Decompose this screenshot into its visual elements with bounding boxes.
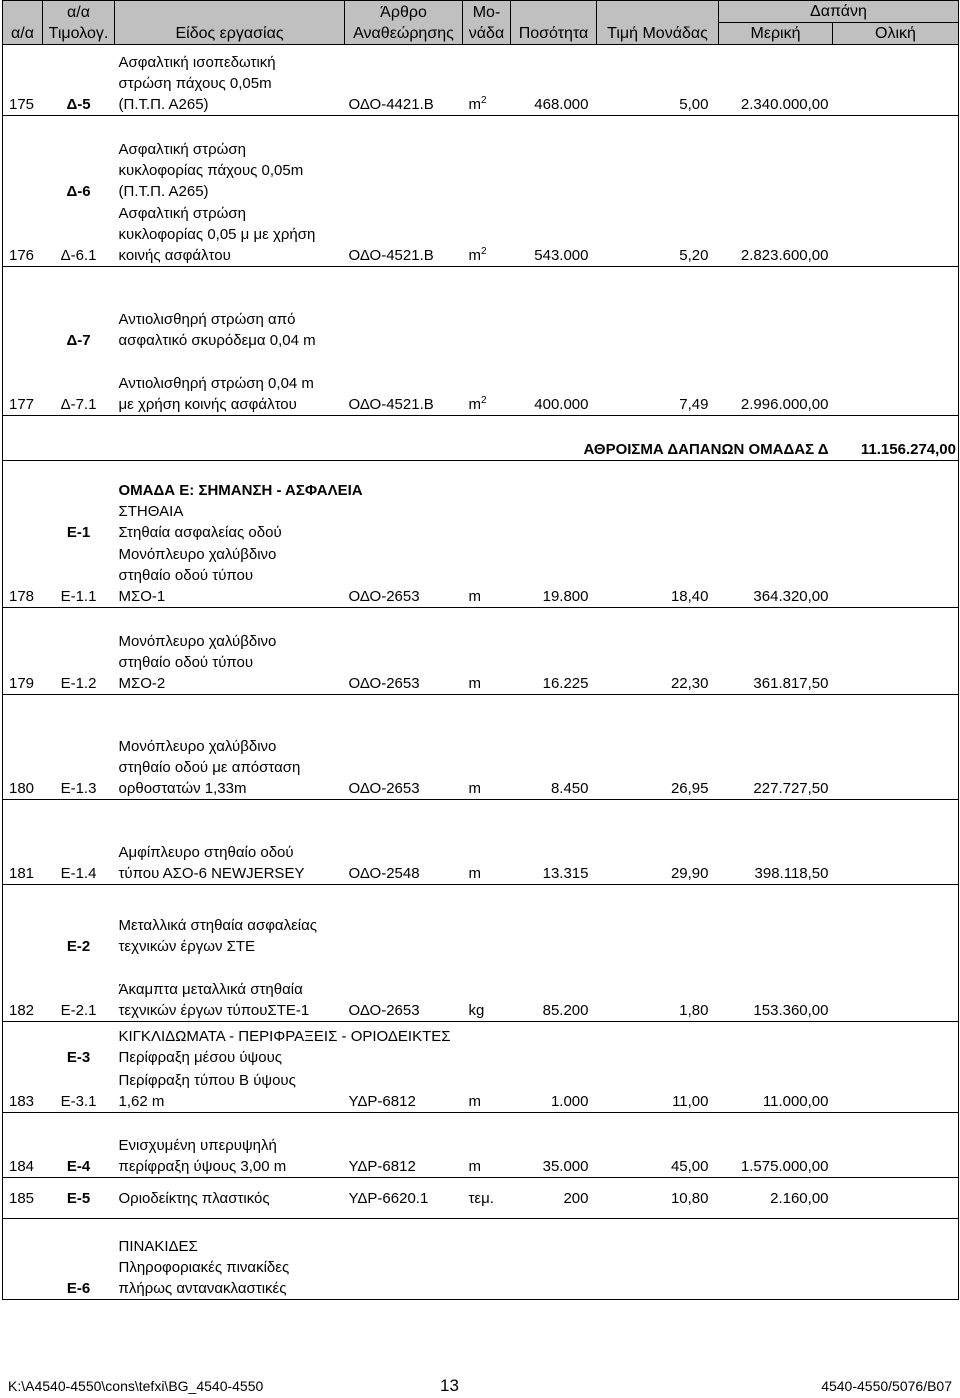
header-quantity: Ποσότητα [511,1,597,45]
desc-line: Ασφαλτική ισοπεδωτική [118,54,276,71]
desc-line: ΚΙΓΚΛΙΔΩΜΑΤΑ - ΠΕΡΙΦΡΑΞΕΙΣ - ΟΡΙΟΔΕΙΚΤΕΣ [118,1028,451,1045]
row-unit-price: 7,49 [597,351,719,416]
row-total-expense [833,695,959,800]
bill-of-quantities-table [2,0,959,1300]
group-title: ΟΜΑΔΑ Ε: ΣΗΜΑΝΣΗ - ΑΣΦΑΛΕΙΑ [118,482,363,499]
row-unit-price: 26,95 [597,695,719,800]
desc-line: Οριοδείκτης πλαστικός [118,1189,270,1207]
header-unit: Μο- νάδα [463,1,511,45]
row-article: ΟΔΟ-4421.Β [345,45,463,116]
row-description [115,543,345,608]
table-row [3,695,959,800]
row-aa [3,461,43,544]
row-description [115,885,345,958]
row-description [115,1068,345,1113]
row-unit: m [463,800,511,885]
table-row [3,957,959,1022]
table-row [3,543,959,608]
row-description [115,695,345,800]
row-partial-expense: 361.817,50 [719,608,833,695]
row-unit-price: 5,20 [597,202,719,267]
document-reference: 4540-4550/5076/B07 [821,1378,952,1394]
desc-line: τεχνικών έργων τύπουΣΤΕ-1 [118,1002,310,1019]
file-path: K:\A4540-4550\cons\tefxi\BG_4540-4550 [8,1378,264,1394]
row-description [115,461,511,544]
desc-line: Μονόπλευρο χαλύβδινο [118,546,277,563]
row-partial-expense: 2.996.000,00 [719,351,833,416]
row-total-expense [833,957,959,1022]
group-sum-row [3,416,959,461]
row-quantity: 8.450 [511,695,597,800]
desc-line: κοινής ασφάλτου [118,247,231,264]
row-quantity: 19.800 [511,543,597,608]
row-unit: m [463,543,511,608]
table-row [3,800,959,885]
row-code: Ε-3.1 [43,1068,115,1113]
desc-line: τύπου ΑΣΟ-6 NEWJERSEY [118,865,305,882]
desc-line: στηθαίο οδού τύπου [118,567,254,584]
row-aa: 176 [3,202,43,267]
row-partial-expense: 153.360,00 [719,957,833,1022]
row-code: Ε-3 [66,1049,91,1066]
desc-line: ΜΣΟ-1 [118,588,166,605]
header-total: Ολική [833,23,959,45]
desc-line: με χρήση κοινής ασφάλτου [118,396,297,413]
row-aa: 184 [3,1113,43,1178]
row-code: Ε-1.2 [43,608,115,695]
header-revision-article: Άρθρο Αναθεώρησης [345,1,463,45]
row-code: Ε-1.3 [43,695,115,800]
row-code: Ε-1.1 [43,543,115,608]
row-aa: 179 [3,608,43,695]
desc-line: Αντιολισθηρή στρώση από [118,311,296,328]
row-partial-expense: 2.340.000,00 [719,45,833,116]
desc-line: ορθοστατών 1,33m [118,780,247,797]
row-aa: 181 [3,800,43,885]
header-work-type: Είδος εργασίας [115,1,345,45]
header-partial: Μερική [719,23,833,45]
row-aa [3,116,43,203]
table-row [3,1113,959,1178]
row-unit: m [463,608,511,695]
desc-line: Μονόπλευρο χαλύβδινο [118,738,277,755]
row-aa: 183 [3,1068,43,1113]
row-code: Δ-7 [66,332,91,349]
row-unit-price: 29,90 [597,800,719,885]
row-unit: m [463,1113,511,1178]
row-partial-expense: 227.727,50 [719,695,833,800]
table-row [3,461,959,544]
row-article: ΥΔΡ-6620.1 [345,1178,463,1219]
row-unit-price: 18,40 [597,543,719,608]
row-total-expense [833,1113,959,1178]
header-unit-price: Τιμή Μονάδας [597,1,719,45]
cost-estimate-sheet [2,0,958,1305]
row-unit-price: 22,30 [597,608,719,695]
row-description [115,608,345,695]
row-article: ΟΔΟ-4521.Β [345,351,463,416]
desc-line: Ασφαλτική στρώση [118,205,246,222]
desc-line: στηθαίο οδού τύπου [118,654,254,671]
row-description [115,267,345,352]
row-quantity: 200 [511,1178,597,1219]
desc-line: πλήρως αντανακλαστικές [118,1280,287,1297]
row-code: Ε-1 [66,524,91,541]
row-description [115,45,345,116]
row-unit: $m^2$ [463,45,511,116]
table-row [3,202,959,267]
row-partial-expense: 2.160,00 [719,1178,833,1219]
table-row [3,1178,959,1219]
row-aa [3,885,43,958]
table-row [3,1022,959,1069]
row-code: Δ-7.1 [43,351,115,416]
row-quantity: 35.000 [511,1113,597,1178]
row-unit-price: 1,80 [597,957,719,1022]
row-article: ΥΔΡ-6812 [345,1113,463,1178]
row-article: ΟΔΟ-2653 [345,695,463,800]
row-aa [3,267,43,352]
row-description [115,957,345,1022]
row-total-expense [833,1068,959,1113]
row-code: Ε-1.4 [43,800,115,885]
desc-line: περίφραξη ύψους 3,00 m [118,1158,287,1175]
desc-line: κυκλοφορίας πάχους 0,05m [118,162,304,179]
desc-line: Πληροφοριακές πινακίδες [118,1259,290,1276]
row-code: Ε-4 [43,1113,115,1178]
header-expense: Δαπάνη [719,1,959,23]
row-description [115,1219,345,1300]
row-partial-expense: 364.320,00 [719,543,833,608]
row-quantity: 85.200 [511,957,597,1022]
page-footer [8,1378,952,1398]
row-aa: 185 [3,1178,43,1219]
page-number: 13 [440,1376,459,1395]
desc-line: ΜΣΟ-2 [118,675,166,692]
table-header-row [3,1,959,23]
row-partial-expense: 1.575.000,00 [719,1113,833,1178]
row-code: Δ-6.1 [43,202,115,267]
table-row [3,116,959,203]
desc-line: ασφαλτικό σκυρόδεμα 0,04 m [118,332,316,349]
row-unit-price: 5,00 [597,45,719,116]
desc-line: Στηθαία ασφαλείας οδού [118,524,282,541]
row-unit: $m^2$ [463,351,511,416]
table-row [3,608,959,695]
row-unit-price: 45,00 [597,1113,719,1178]
row-description [115,1178,345,1219]
table-row [3,351,959,416]
desc-line: Μεταλλικά στηθαία ασφαλείας [118,917,318,934]
row-description [115,800,345,885]
row-total-expense [833,202,959,267]
desc-line: κυκλοφορίας 0,05 μ με χρήση [118,226,316,243]
row-aa: 182 [3,957,43,1022]
row-aa [3,1022,43,1069]
desc-line: Ασφαλτική στρώση [118,141,246,158]
desc-line: στρώση πάχους 0,05m [118,75,272,92]
row-quantity: 13.315 [511,800,597,885]
row-total-expense [833,45,959,116]
row-total-expense [833,608,959,695]
row-description [115,116,345,203]
row-aa [3,1219,43,1300]
desc-line: Αμφίπλευρο στηθαίο οδού [118,844,294,861]
table-row [3,885,959,958]
table-row [3,1068,959,1113]
row-partial-expense: 2.823.600,00 [719,202,833,267]
table-row [3,45,959,116]
row-unit-price: 10,80 [597,1178,719,1219]
row-article: ΟΔΟ-2653 [345,957,463,1022]
group-sum-label: ΑΘΡΟΙΣΜΑ ΔΑΠΑΝΩΝ ΟΜΑΔΑΣ Δ [463,416,833,461]
row-quantity: 16.225 [511,608,597,695]
row-quantity: 468.000 [511,45,597,116]
row-aa: 180 [3,695,43,800]
row-code: Δ-6 [66,183,91,200]
row-code: Ε-6 [43,1219,115,1300]
row-aa: 178 [3,543,43,608]
desc-line: Άκαμπτα μεταλλικά στηθαία [118,981,303,998]
row-article: ΟΔΟ-2653 [345,543,463,608]
row-quantity: 543.000 [511,202,597,267]
desc-line: Αντιολισθηρή στρώση 0,04 m [118,375,314,392]
desc-line: τεχνικών έργων ΣΤΕ [118,938,256,955]
row-code: Ε-2 [66,938,91,955]
row-quantity: 1.000 [511,1068,597,1113]
row-total-expense [833,543,959,608]
desc-line: Ενισχυμένη υπερυψηλή [118,1137,277,1154]
row-unit: m [463,695,511,800]
row-total-expense [833,800,959,885]
row-total-expense [833,351,959,416]
row-description [115,351,345,416]
row-article: ΟΔΟ-2653 [345,608,463,695]
group-sum-value: 11.156.274,00 [833,416,959,461]
desc-line: ΠΙΝΑΚΙΔΕΣ [118,1238,198,1255]
row-code: Ε-2.1 [43,957,115,1022]
row-unit: m [463,1068,511,1113]
table-row [3,1219,959,1300]
desc-line: στηθαίο οδού με απόσταση [118,759,301,776]
desc-line: Περίφραξη τύπου Β ύψους [118,1072,296,1089]
header-aa-timologiou: α/α Τιμολογ. [43,1,115,45]
row-quantity: 400.000 [511,351,597,416]
desc-line: Περίφραξη μέσου ύψους [118,1049,283,1066]
row-total-expense [833,1178,959,1219]
desc-line: (Π.Τ.Π. Α265) [118,96,209,113]
row-article: ΟΔΟ-2548 [345,800,463,885]
row-unit: τεμ. [463,1178,511,1219]
row-unit: kg [463,957,511,1022]
row-code: Δ-5 [43,45,115,116]
row-unit-price: 11,00 [597,1068,719,1113]
row-aa: 175 [3,45,43,116]
row-article: ΥΔΡ-6812 [345,1068,463,1113]
desc-line: ΣΤΗΘΑΙΑ [118,503,184,520]
header-aa: α/α [3,1,43,45]
row-code: Ε-5 [43,1178,115,1219]
row-partial-expense: 398.118,50 [719,800,833,885]
desc-line: (Π.Τ.Π. Α265) [118,183,209,200]
desc-line: Μονόπλευρο χαλύβδινο [118,633,277,650]
row-description [115,1022,511,1069]
row-description [115,202,345,267]
row-unit: $m^2$ [463,202,511,267]
row-article: ΟΔΟ-4521.Β [345,202,463,267]
row-aa: 177 [3,351,43,416]
row-partial-expense: 11.000,00 [719,1068,833,1113]
table-row [3,267,959,352]
desc-line: 1,62 m [118,1093,165,1110]
row-description [115,1113,345,1178]
